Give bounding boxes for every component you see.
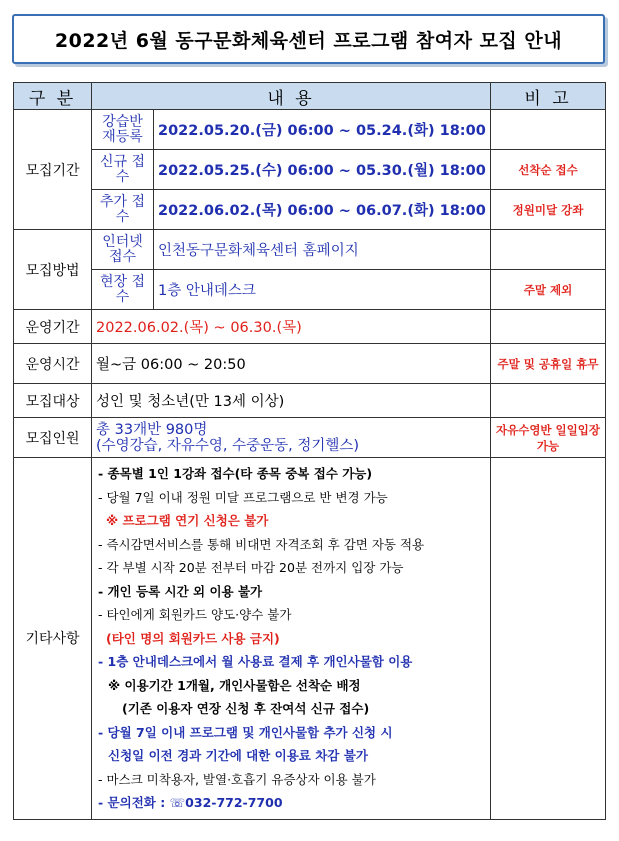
misc-line-phone: - 문의전화 : ☏032-772-7700 bbox=[98, 795, 283, 810]
misc-line: - 각 부별 시작 20분 전부터 마감 20분 전까지 입장 가능 bbox=[98, 560, 404, 575]
table-row bbox=[14, 150, 606, 190]
note bbox=[491, 230, 606, 270]
sub-label: 신규 접수 bbox=[92, 150, 154, 190]
sub-label: 강습반 재등록 bbox=[92, 110, 154, 150]
misc-line: - 마스크 미착용자, 발열·호흡기 유증상자 이용 불가 bbox=[98, 771, 376, 787]
table-row bbox=[14, 310, 606, 344]
capacity-label: 모집인원 bbox=[14, 418, 92, 458]
misc-line: ※ 이용기간 1개월, 개인사물함은 선착순 배정 bbox=[108, 677, 361, 693]
misc-line: - 당월 7일 이내 프로그램 및 개인사물함 추가 신청 시 bbox=[98, 724, 393, 740]
target-label: 모집대상 bbox=[14, 384, 92, 418]
misc-line: - 종목별 1인 1강좌 접수(타 종목 중복 접수 가능) bbox=[98, 466, 373, 481]
recruit-period-label: 모집기간 bbox=[14, 110, 92, 230]
operation-period-text: 2022.06.02.(목) ~ 06.30.(목) bbox=[92, 310, 491, 344]
misc-line: (기존 이용자 연장 신청 후 잔여석 신규 접수) bbox=[122, 701, 370, 716]
target-text: 성인 및 청소년(만 13세 이상) bbox=[92, 384, 491, 418]
capacity-text bbox=[92, 418, 491, 458]
table-row bbox=[14, 458, 606, 820]
misc-label: 기타사항 bbox=[14, 458, 92, 820]
recruit-method-text: 인천동구문화체육센터 홈페이지 bbox=[154, 230, 491, 270]
header-category: 구 분 bbox=[14, 83, 92, 110]
misc-line: (타인 명의 회원카드 사용 금지) bbox=[106, 630, 280, 646]
sub-label: 추가 접수 bbox=[92, 190, 154, 230]
misc-line: - 개인 등록 시간 외 이용 불가 bbox=[98, 583, 263, 599]
table-row bbox=[14, 418, 606, 458]
misc-line: 신청일 이전 경과 기간에 대한 이용료 차감 불가 bbox=[108, 748, 368, 763]
recruit-period-text: 2022.05.25.(수) 06:00 ~ 05.30.(월) 18:00 bbox=[154, 150, 491, 190]
operation-time-text: 월~금 06:00 ~ 20:50 bbox=[92, 344, 491, 384]
note: 주말 제외 bbox=[491, 270, 606, 310]
sub-label: 인터넷 접수 bbox=[92, 230, 154, 270]
misc-line: - 타인에게 회원카드 양도·양수 불가 bbox=[98, 607, 292, 622]
operation-period-label: 운영기간 bbox=[14, 310, 92, 344]
page-title-box bbox=[12, 14, 605, 64]
table-row bbox=[14, 384, 606, 418]
misc-content bbox=[92, 458, 491, 820]
misc-line: ※ 프로그램 연기 신청은 불가 bbox=[106, 513, 269, 528]
note bbox=[491, 310, 606, 344]
recruit-period-text: 2022.06.02.(목) 06:00 ~ 06.07.(화) 18:00 bbox=[154, 190, 491, 230]
header-remarks: 비 고 bbox=[491, 83, 606, 110]
info-table bbox=[13, 82, 606, 820]
note bbox=[491, 384, 606, 418]
misc-line: - 당월 7일 이내 정원 미달 프로그램으로 반 변경 가능 bbox=[98, 489, 388, 505]
capacity-line2: (수영강습, 자유수영, 수중운동, 정기헬스) bbox=[96, 437, 360, 454]
header-content: 내 용 bbox=[92, 83, 491, 110]
operation-time-label: 운영시간 bbox=[14, 344, 92, 384]
recruit-method-label: 모집방법 bbox=[14, 230, 92, 310]
note: 주말 및 공휴일 휴무 bbox=[491, 344, 606, 384]
recruit-period-text: 2022.05.20.(금) 06:00 ~ 05.24.(화) 18:00 bbox=[154, 110, 491, 150]
table-row bbox=[14, 270, 606, 310]
table-row bbox=[14, 190, 606, 230]
header-row bbox=[14, 83, 606, 110]
misc-line: - 즉시감면서비스를 통해 비대면 자격조회 후 감면 자동 적용 bbox=[98, 536, 425, 552]
table-row bbox=[14, 110, 606, 150]
table-row bbox=[14, 344, 606, 384]
note bbox=[491, 110, 606, 150]
sub-label: 현장 접수 bbox=[92, 270, 154, 310]
note: 정원미달 강좌 bbox=[491, 190, 606, 230]
recruit-method-text: 1층 안내데스크 bbox=[154, 270, 491, 310]
table-row bbox=[14, 230, 606, 270]
capacity-line1: 총 33개반 980명 bbox=[96, 421, 208, 438]
note: 선착순 접수 bbox=[491, 150, 606, 190]
page-title: 2022년 6월 동구문화체육센터 프로그램 참여자 모집 안내 bbox=[54, 29, 563, 52]
misc-line: - 1층 안내데스크에서 월 사용료 결제 후 개인사물함 이용 bbox=[98, 654, 413, 669]
note: 자유수영반 일일입장 가능 bbox=[491, 418, 606, 458]
misc-note bbox=[491, 458, 606, 820]
